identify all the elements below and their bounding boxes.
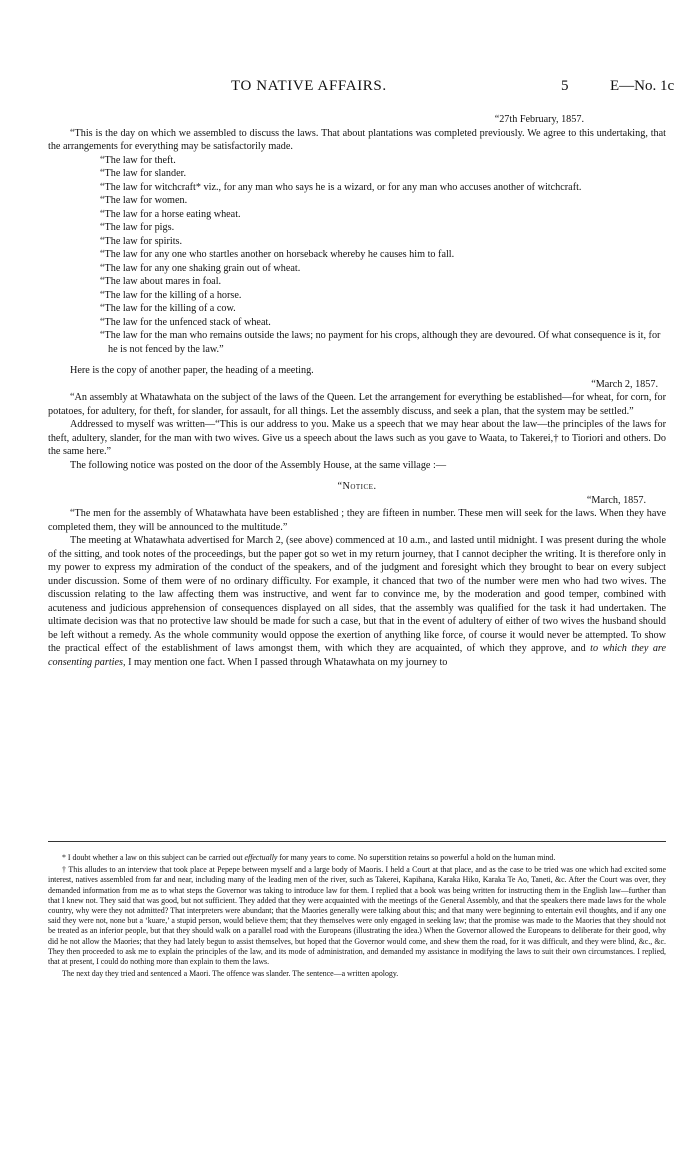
notice-heading: “Notice. — [337, 481, 377, 492]
italic-word: effectually — [244, 853, 278, 862]
law-item: “The law for spirits. — [100, 235, 183, 247]
paragraph: Here is the copy of another paper, the heading of a meeting. — [70, 365, 314, 376]
footnote: † This alludes to an interview that took place at Pepepe between myself and a large body of Maoris. I held a Court at that place, and as the case to be tried was one which had excited some interest, natives assembled from far and near, including many of the leading men of the river, such as Takerei, Kapihana, Karaka Hiko, Karaka Te Ao, Taneti, &c. After the Court was over, they demanded information from me as to what steps the Governor was taking to introduce law for them. I replied that a book was being written for instructing them in the English law—further than that I knew not. They said that was good, but not sufficient. They added that they were acquainted with the meetings of the General Assembly, and that the speakers there made laws for the whole country, why were they not admitted? That interpreters were abundant; that the Maories generally were talking about this; and that many were beginning to entertain evil thoughts, and if any one said they were not, none but a ‘kuare,’ a stupid person, would believe them; that they themselves were only engaged in seeking law; that the promise was made to the Maories that they should not be treated as an inferior people, but that they should walk on a parallel road with the Europeans (illustrating the idea.) When the Governor allowed the Europeans to deliberate for their good, why did he not allow the Maories; that they had lately begun to assist themselves, but hoped that the Governor would come, and shew them the road, for it was difficult, and they were blind, &c., &c. They then proceeded to ask me to explain the principles of the law, and its mode of administration, and demanded my assistance in modifying the laws to suit their own circumstances. I replied, that at present, I could do nothing more than explain to them the laws. — [48, 865, 666, 967]
law-item: “The law for the man who remains outside the laws; no payment for his crops, although they are devoured. Of what consequence is it, for he is not fenced by the law.” — [100, 330, 661, 355]
law-item: “The law for theft. — [100, 154, 176, 166]
paragraph: Addressed to myself was written—“This is our address to you. Make us a speech that we may hear about the law—the principles of the laws for theft, adultery, slander, for the man with two wives. Give us a speech about the laws such as you gave to Waata, to Takerei,† to Tioriori and others. Do the same here.” — [48, 419, 666, 457]
italic-phrase: to which they are consenting parties, — [48, 643, 667, 668]
page-number: 5 — [561, 78, 569, 94]
law-item: “The law for slander. — [100, 168, 186, 179]
footnote-text: * I doubt whether a law on this subject can be carried out — [62, 853, 243, 862]
paragraph: “This is the day on which we assembled to discuss the laws. That about plantations was completed previously. We agree to this undertaking, that the arrangements for everything may be satisfactorily made. — [48, 127, 666, 152]
paragraph: “An assembly at Whatawhata on the subject of the laws of the Queen. Let the arrangement for everything be established—for wheat, for corn, for potatoes, for adultery, for theft, for slander, for assault, for all things. Let the assembly discuss, and seek a plan, that the system may be settled.” — [48, 392, 666, 417]
footnote-divider — [48, 841, 666, 842]
footnotes — [48, 853, 666, 981]
law-item: “The law for witchcraft* viz., for any man who says he is a wizard, or for any man who accuses another of witchcraft. — [100, 181, 582, 193]
footnote — [48, 853, 666, 863]
law-item: “The law for the unfenced stack of wheat. — [100, 316, 271, 328]
page-header — [0, 78, 700, 98]
document-reference: E—No. 1c — [610, 78, 675, 94]
law-item: “The law for the killing of a horse. — [100, 289, 242, 301]
footnote: The next day they tried and sentenced a Maori. The offence was slander. The sentence—a written apology. — [62, 969, 399, 979]
law-item: “The law for a horse eating wheat. — [100, 208, 241, 220]
paragraph-text: I may mention one fact. When I passed through Whatawhata on my journey to — [128, 656, 448, 668]
law-item: “The law for pigs. — [100, 222, 175, 233]
date-line: “March, 1857. — [586, 494, 646, 506]
law-item: “The law for any one shaking grain out of wheat. — [100, 262, 301, 274]
paragraph: “The men for the assembly of Whatawhata have been established ; they are fifteen in number. These men will seek for the laws. When they have completed them, they will be announced to the multitude.” — [48, 508, 666, 533]
law-item: “The law about mares in foal. — [100, 276, 222, 287]
date-line: “March 2, 1857. — [591, 378, 658, 390]
paragraph — [48, 534, 666, 669]
running-title: TO NATIVE AFFAIRS. — [231, 78, 387, 94]
law-item: “The law for any one who startles another on horseback whereby he causes him to fall. — [100, 249, 455, 260]
law-item: “The law for the killing of a cow. — [100, 303, 236, 314]
law-item: “The law for women. — [100, 195, 188, 206]
date-line: “27th February, 1857. — [494, 114, 584, 125]
main-text — [48, 113, 666, 669]
paragraph-text: The meeting at Whatawhata advertised for March 2, (see above) commenced at 10 a.m., and lasted until midnight. I was present during the whole of the sitting, and took notes of the proceedings, but the paper got so wet in my return journey, that I cannot decipher the writing. It is therefore only in my power to express my admiration of the conduct of the speakers, and of the judgment and foresight which they brought to bear on every subject under discussion. Some of them were of no ordinary difficulty. For example, it chanced that two of the number were men who had two wives. The discussion relating to the law affecting them was instructive, and went far to convince me, by the moderation and good temper, combined with acuteness and judicious apprehension of consequences displayed on all sides, that the assembly was qualified for the task it had undertaken. The ultimate decision was that no protective law should be made for such a case, but that in the event of adultery of either of two wives the husband should be left without a remedy. As the whole community would oppose the exertion of anything like force, of course it would never be attempted. To show the practical effect of the establishment of laws amongst them, with which they are acquainted, of which they approve, and — [48, 535, 666, 654]
footnote-text: for many years to come. No superstition retains so powerful a hold on the human mind. — [279, 853, 556, 862]
paragraph: The following notice was posted on the door of the Assembly House, at the same village :— — [70, 459, 447, 471]
